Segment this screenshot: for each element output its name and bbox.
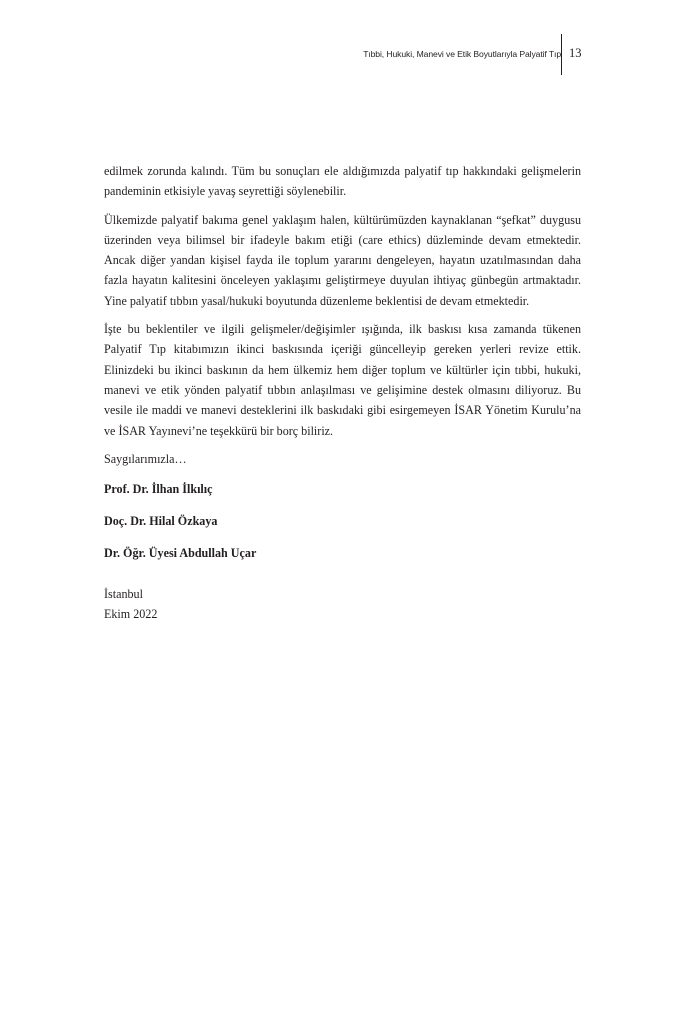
- page-number: 13: [569, 46, 582, 60]
- signature-author-3: Dr. Öğr. Üyesi Abdullah Uçar: [104, 546, 257, 561]
- place-date: [104, 584, 581, 624]
- running-title: Tıbbi, Hukuki, Manevi ve Etik Boyutlarıyla Palyatif Tıp: [363, 49, 561, 59]
- signature-author-2: Doç. Dr. Hilal Özkaya: [104, 514, 218, 529]
- closing-salutation: Saygılarımızla…: [104, 451, 187, 466]
- page-body: [104, 161, 581, 624]
- signature-author-1: Prof. Dr. İlhan İlkılıç: [104, 482, 213, 497]
- date: Ekim 2022: [104, 607, 158, 622]
- signature-list: [104, 477, 581, 565]
- header-divider: [561, 34, 562, 75]
- body-paragraph-3: İşte bu beklentiler ve ilgili gelişmeler/değişimler ışığında, ilk baskısı kısa zamanda tükenen Palyatif Tıp kitabımızın ikinci baskısında içeriği güncelleyip gereken yerleri revize ettik. Elinizdeki bu ikinci baskının da hem ülkemiz hem diğer toplum ve kültürler için tıbbi, hukuki, manevi ve etik yönden palyatif tıbbın anlaşılması ve gelişimine destek olmasını diliyoruz. Bu vesile ile maddi ve manevi desteklerini ilk baskıdaki gibi esirgemeyen İSAR Yönetim Kurulu’na ve İSAR Yayınevi’ne teşekkürü bir borç biliriz.: [104, 322, 581, 438]
- body-paragraph-1: edilmek zorunda kalındı. Tüm bu sonuçları ele aldığımızda palyatif tıp hakkındaki gelişmelerin pandeminin etkisiyle yavaş seyrettiği söylenebilir.: [104, 164, 581, 199]
- place: İstanbul: [104, 587, 143, 602]
- body-paragraph-2: Ülkemizde palyatif bakıma genel yaklaşım halen, kültürümüzden kaynaklanan “şefkat” duygusu üzerinden veya bilimsel bir ifadeyle bakım etiği (care ethics) düzleminde devam etmektedir. Ancak diğer yandan kişisel fayda ile toplum yararını dengeleyen, hayatın uzatılmasından daha fazla hayatın kalitesini önceleyen yaklaşımı geliştirmeye duyulan ihtiyaç günbegün artmaktadır. Yine palyatif tıbbın yasal/hukuki boyutunda düzenleme beklentisi de devam etmektedir.: [104, 212, 581, 308]
